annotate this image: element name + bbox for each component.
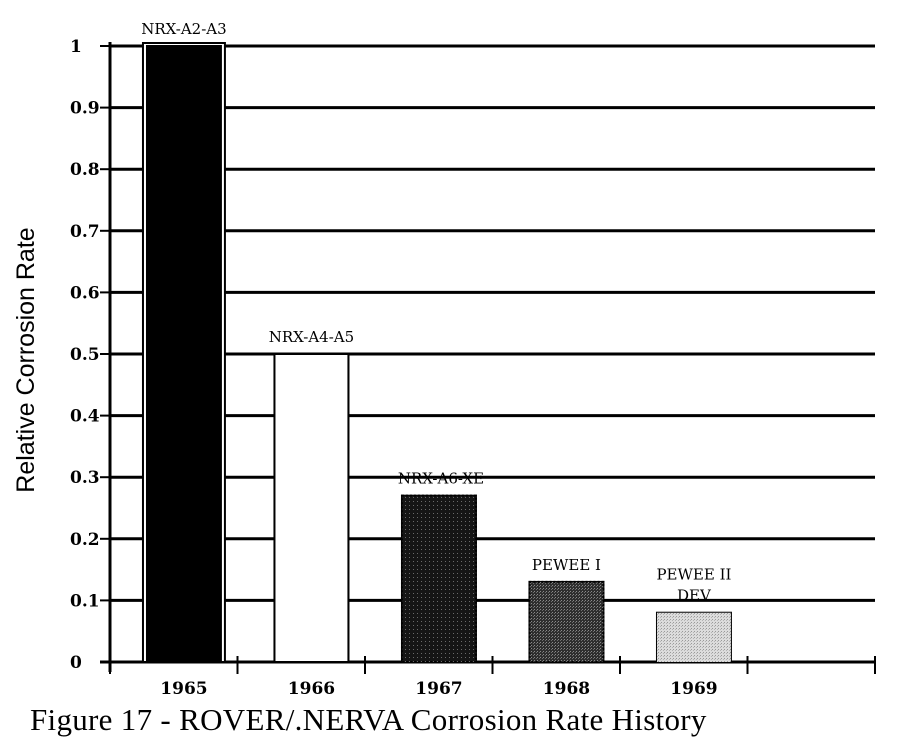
bar-annotation: PEWEE II	[656, 565, 732, 584]
y-tick-label: 0.4	[70, 406, 100, 427]
bar	[529, 582, 603, 662]
x-tick-label: 1965	[160, 679, 208, 699]
y-tick-label: 0.6	[70, 283, 100, 304]
bar-annotation: DEV	[677, 586, 711, 605]
y-axis-label: Relative Corrosion Rate	[12, 227, 40, 493]
x-tick-label: 1968	[542, 679, 591, 699]
y-tick-label: 0.8	[70, 160, 100, 181]
x-tick-label: 1966	[287, 679, 336, 699]
bar-annotation: NRX-A2-A3	[141, 20, 227, 38]
y-tick-label: 0.2	[70, 529, 100, 550]
y-tick-label: 1	[70, 37, 82, 57]
figure-caption	[30, 702, 870, 738]
y-tick-label: 0.3	[70, 468, 100, 489]
y-tick-label: 0.7	[70, 221, 100, 242]
y-tick-label: 0.5	[70, 345, 100, 365]
bar	[274, 354, 348, 662]
bar-annotation: PEWEE I	[531, 555, 601, 574]
y-tick-label: 0.9	[70, 98, 100, 119]
bar	[402, 496, 476, 662]
caption-title: ROVER/.NERVA Corrosion Rate History	[179, 702, 707, 737]
y-tick-label: 0.1	[70, 591, 100, 612]
caption-figure-number: Figure 17 -	[30, 702, 172, 737]
x-tick-label: 1969	[670, 679, 718, 699]
y-tick-label: 0	[70, 653, 82, 673]
bar-annotation: NRX-A6-XE	[397, 469, 485, 488]
bar	[657, 613, 731, 662]
bar-annotation: NRX-A4-A5	[268, 328, 355, 346]
x-tick-label: 1967	[415, 679, 463, 699]
bar	[147, 46, 221, 662]
